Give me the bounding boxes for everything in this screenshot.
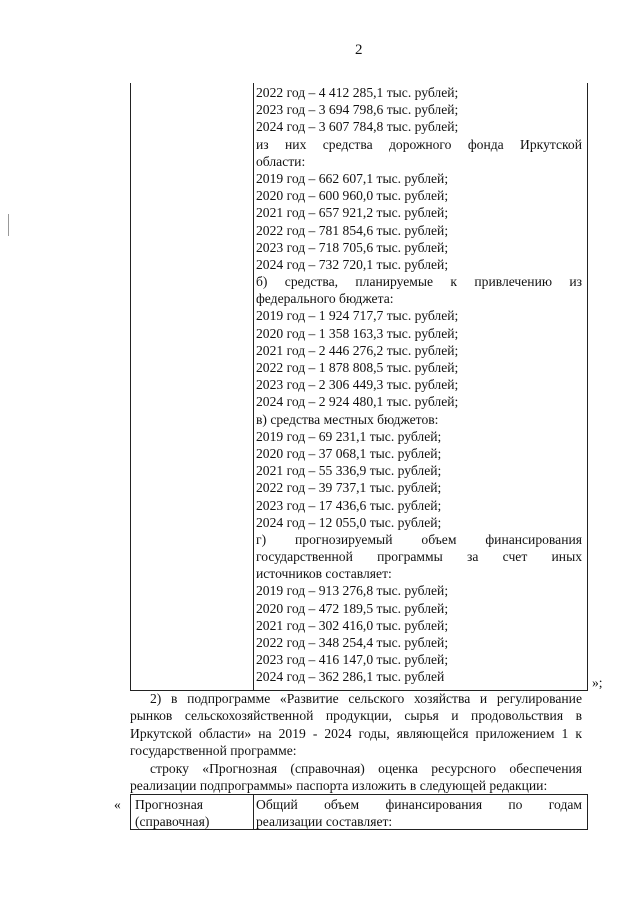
funding-line: 2021 год – 55 336,9 тыс. рублей; <box>256 463 442 479</box>
funding-line: 2022 год – 4 412 285,1 тыс. рублей; <box>256 85 459 100</box>
closing-quote: »; <box>592 675 603 690</box>
column-divider <box>253 83 254 690</box>
funding-line: в) средства местных бюджетов: <box>256 411 439 427</box>
funding-line: из них средства дорожного фонда Иркутской <box>256 136 582 152</box>
funding-line: государственной программы за счет иных <box>256 549 582 565</box>
funding-line: 2024 год – 12 055,0 тыс. рублей; <box>256 514 442 530</box>
funding-line: 2022 год – 781 854,6 тыс. рублей; <box>256 222 449 238</box>
scan-artifact <box>8 214 9 236</box>
funding-line: 2024 год – 3 607 784,8 тыс. рублей; <box>256 119 459 135</box>
paragraph-subprogram <box>130 690 582 760</box>
funding-line: 2020 год – 472 189,5 тыс. рублей; <box>256 600 449 616</box>
funding-line: области: <box>256 153 306 169</box>
funding-line: 2022 год – 39 737,1 тыс. рублей; <box>256 480 442 496</box>
funding-line: 2020 год – 37 068,1 тыс. рублей; <box>256 445 442 461</box>
row-content <box>256 796 582 830</box>
funding-line: 2023 год – 2 306 449,3 тыс. рублей; <box>256 377 459 393</box>
row-heading <box>135 796 209 830</box>
funding-line: 2019 год – 69 231,1 тыс. рублей; <box>256 428 442 444</box>
funding-line: 2024 год – 362 286,1 тыс. рублей <box>256 669 445 685</box>
funding-line: 2024 год – 732 720,1 тыс. рублей; <box>256 256 449 272</box>
opening-quote: « <box>114 797 121 812</box>
funding-line: б) средства, планируемые к привлечению из <box>256 274 582 290</box>
funding-line: 2022 год – 1 878 808,5 тыс. рублей; <box>256 360 459 375</box>
funding-line: 2023 год – 718 705,6 тыс. рублей; <box>256 239 449 255</box>
funding-line: 2023 год – 416 147,0 тыс. рублей; <box>256 652 449 668</box>
funding-line: 2023 год – 17 436,6 тыс. рублей; <box>256 497 442 513</box>
funding-line: 2019 год – 1 924 717,7 тыс. рублей; <box>256 308 459 324</box>
funding-line: 2020 год – 1 358 163,3 тыс. рублей; <box>256 325 459 341</box>
paragraph-subprogram-text: 2) в подпрограмме «Развитие сельского хозяйства и регулирование рынков сельскохозяйственной продукции, сырья и продовольствия в Иркутской области» на 2019 - 2024 годы, являющейся приложением 1 к государственной программе: <box>130 691 582 759</box>
row-content-line: Общий объем финансирования по годам <box>256 797 582 812</box>
funding-lines <box>256 84 582 686</box>
row-heading-line: Прогнозная <box>135 797 203 812</box>
paragraph-row-edit <box>130 760 582 795</box>
page-number: 2 <box>355 42 363 58</box>
funding-line: 2020 год – 600 960,0 тыс. рублей; <box>256 188 449 204</box>
row-heading-line: (справочная) <box>135 814 210 829</box>
funding-line: 2019 год – 662 607,1 тыс. рублей; <box>256 170 449 186</box>
funding-line: 2021 год – 657 921,2 тыс. рублей; <box>256 205 449 221</box>
funding-line: 2022 год – 348 254,4 тыс. рублей; <box>256 635 449 650</box>
funding-line: 2023 год – 3 694 798,6 тыс. рублей; <box>256 102 459 118</box>
column-divider <box>253 795 254 829</box>
funding-line: 2024 год – 2 924 480,1 тыс. рублей; <box>256 394 459 410</box>
row-content-line: реализации составляет: <box>256 814 393 829</box>
funding-line: 2021 год – 302 416,0 тыс. рублей; <box>256 617 449 633</box>
funding-line: 2021 год – 2 446 276,2 тыс. рублей; <box>256 342 459 358</box>
funding-line: 2019 год – 913 276,8 тыс. рублей; <box>256 583 449 599</box>
funding-line: федерального бюджета: <box>256 291 394 307</box>
paragraph-row-edit-text: строку «Прогнозная (справочная) оценка ресурсного обеспечения реализации подпрограммы» паспорта изложить в следующей редакции: <box>130 761 582 794</box>
funding-line: г) прогнозируемый объем финансирования <box>256 531 582 547</box>
funding-line: источников составляет: <box>256 566 392 582</box>
